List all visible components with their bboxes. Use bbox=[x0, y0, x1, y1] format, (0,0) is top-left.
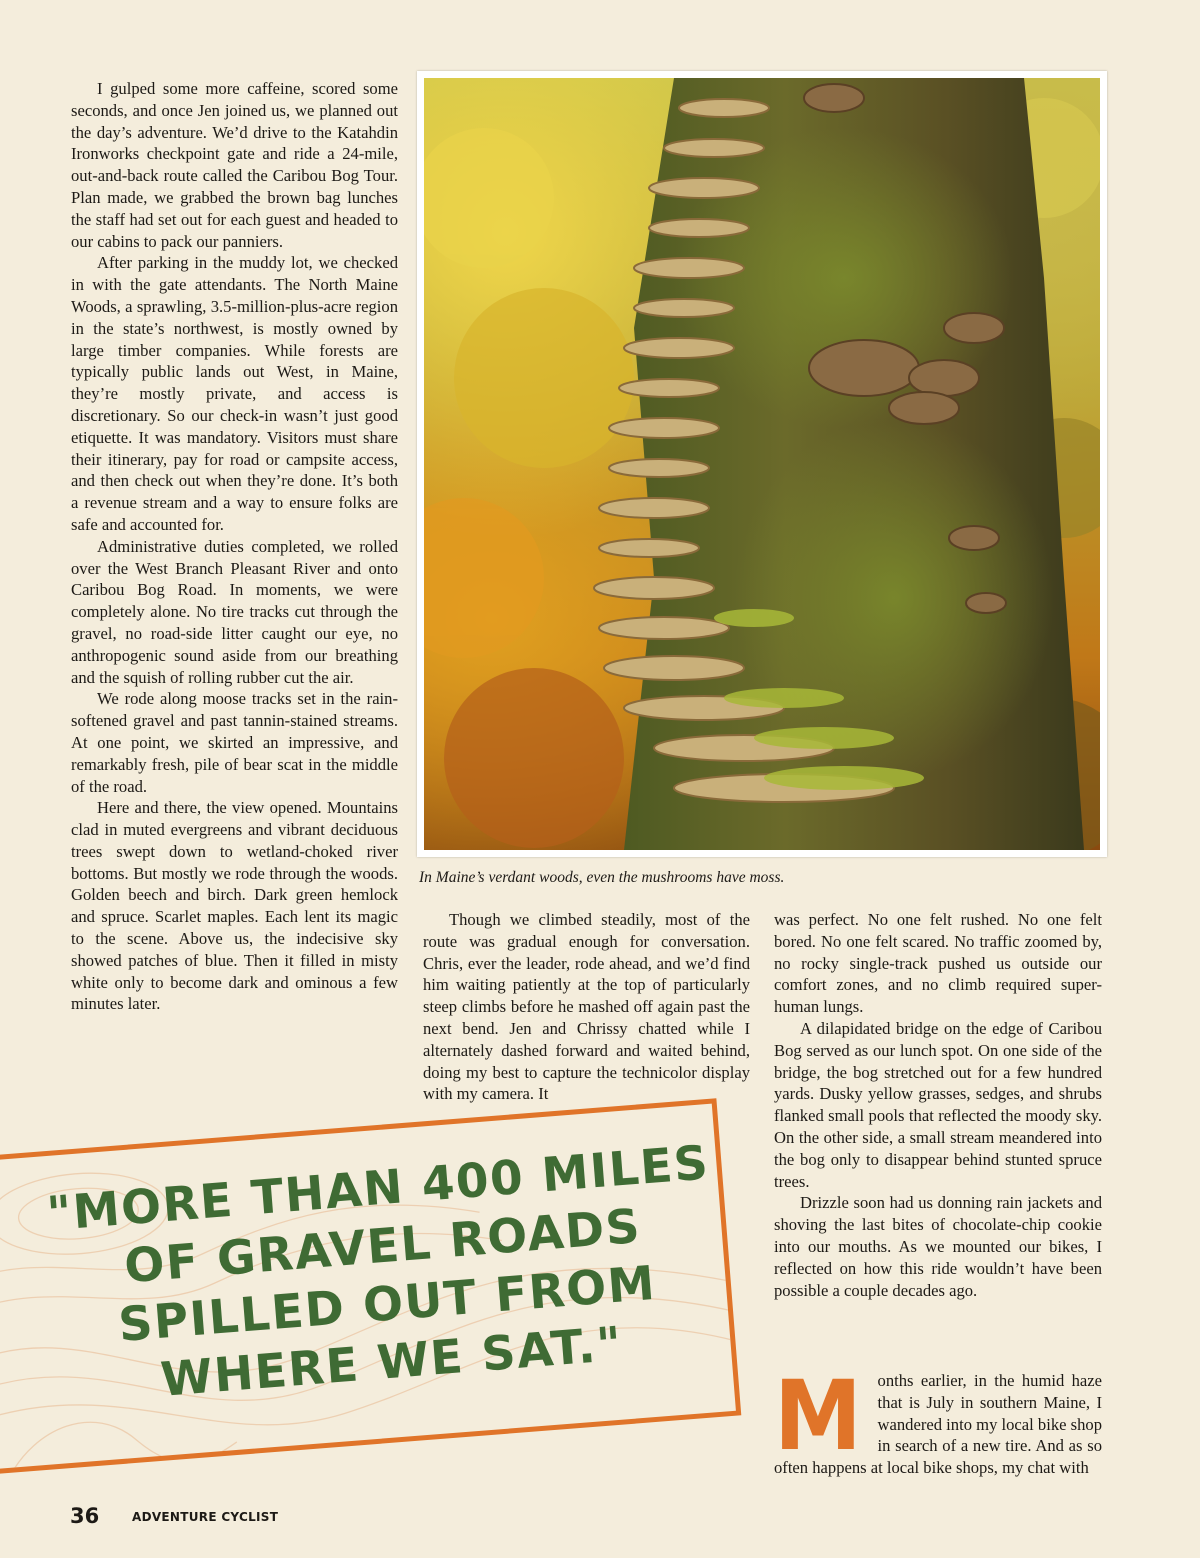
paragraph: A dilapidated bridge on the edge of Caribou Bog served as our lunch spot. On one side of the bridge, the bog stretched out for a few hundred yards. Dusky yellow grasses, sedges, and shrubs flanked small pools that reflected the moody sky. On the other side, a small stream meandered into the bog only to disappear behind stunted spruce trees. bbox=[774, 1018, 1102, 1191]
article-column-middle bbox=[423, 909, 750, 1105]
paragraph: We rode along moose tracks set in the rain-softened gravel and past tannin-stained streams. At one point, we skirted an impressive, and remarkably fresh, pile of bear scat in the middle of the road. bbox=[71, 689, 398, 796]
paragraph: After parking in the muddy lot, we checked in with the gate attendants. The North Maine Woods, a sprawling, 3.5-million-plus-acre region in the state’s northwest, is mostly owned by large timber companies. While forests are typically public lands out West, in Maine, they’re mostly private, and access is discretionary. So our check-in wasn’t just good etiquette. It was mandatory. Visitors must share their itinerary, pay for road or campsite access, and then check out when they’re done. It’s both a revenue stream and a way to ensure folks are safe and accounted for. bbox=[71, 253, 398, 534]
paragraph: Drizzle soon had us donning rain jackets and shoving the last bites of chocolate-chip cookie into our mouths. As we mounted our bikes, I reflected on how this ride wouldn’t have been possible a couple decades ago. bbox=[774, 1193, 1102, 1300]
article-column-right bbox=[774, 909, 1102, 1301]
page-number: 36 bbox=[70, 1504, 100, 1528]
paragraph: Administrative duties completed, we rolled over the West Branch Pleasant River and onto Caribou Bog Road. In moments, we were completely alone. No tire tracks cut through the gravel, no road-side litter caught our eye, no anthropogenic sound aside from our breathing and the squish of rolling rubber cut the air. bbox=[71, 536, 398, 687]
paragraph: was perfect. No one felt rushed. No one felt bored. No one felt scared. No traffic zoomed by, no rocky single-track pushed us outside our comfort zones, and no climb required super-human lungs. bbox=[774, 910, 1102, 1017]
paragraph: I gulped some more caffeine, scored some seconds, and once Jen joined us, we planned out the day’s adventure. We’d drive to the Katahdin Ironworks checkpoint gate and ride a 24-mile, out-and-back route called the Caribou Bog Tour. Plan made, we grabbed the brown bag lunches the staff had set out for each guest and headed to our cabins to pack our panniers. bbox=[71, 79, 398, 251]
paragraph bbox=[774, 1360, 1102, 1479]
article-column-left bbox=[71, 78, 398, 1015]
tree-illustration bbox=[424, 78, 1100, 850]
mushroom-tree-photo bbox=[424, 78, 1100, 850]
article-section-two bbox=[774, 1360, 1102, 1479]
paragraph: Here and there, the view opened. Mountains clad in muted evergreens and vibrant deciduous trees swept down to wetland-choked river bottoms. But mostly we rode through the woods. Golden beech and birch. Dark green hemlock and spruce. Scarlet maples. Each lent its magic to the scene. Above us, the indecisive sky showed patches of blue. Then it filled in misty white only to become dark and ominous a few minutes later. bbox=[71, 798, 398, 1014]
photo-caption: In Maine’s verdant woods, even the mushrooms have moss. bbox=[419, 869, 785, 886]
section-two-text: onths earlier, in the humid haze that is July in southern Maine, I wandered into my local bike shop in search of a new tire. And as so often happens at local bike shops, my chat with bbox=[774, 1371, 1102, 1478]
drop-cap: M bbox=[774, 1360, 862, 1472]
magazine-name: ADVENTURE CYCLIST bbox=[132, 1510, 279, 1524]
paragraph: Though we climbed steadily, most of the route was gradual enough for conversation. Chris, ever the leader, rode ahead, and we’d find him waiting patiently at the top of particularly steep climbs before he mashed off again past the next bend. Jen and Chrissy chatted while I alternately dashed forward and waited behind, doing my best to capture the technicolor display with my camera. It bbox=[423, 910, 750, 1104]
photo-frame bbox=[417, 71, 1107, 857]
pull-quote: "MORE THAN 400 MILES OF GRAVEL ROADS SPILLED OUT FROM WHERE WE SAT." bbox=[45, 1135, 712, 1408]
